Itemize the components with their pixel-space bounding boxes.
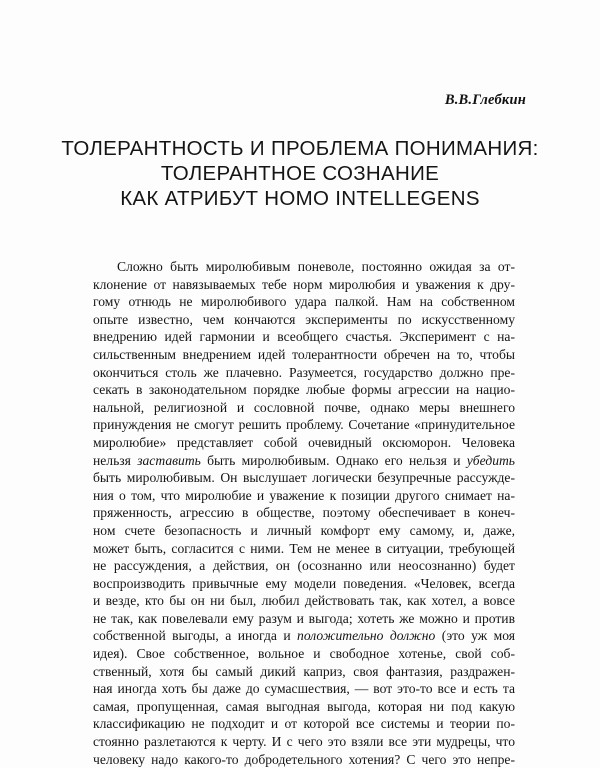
body-line: нальной, религиозной и сословной почве, однако меры внешнего	[93, 399, 515, 415]
body-line: ном счете безопасность и личный комфорт ему самому, и, даже,	[93, 522, 515, 538]
article-body	[93, 258, 515, 768]
body-line: и везде, кто бы он ни был, любил действовать так, как хотел, а вовсе	[93, 593, 515, 609]
title-line-3: КАК АТРИБУТ HOMO INTELLEGENS	[120, 187, 480, 210]
body-line: клонение от навязываемых тебе норм миролюбия и уважения к дру-	[93, 276, 515, 292]
body-line: классификацию не подходит и от которой все системы и теории по-	[93, 716, 515, 732]
body-line: ственный, хотя бы самый дикий каприз, своя фантазия, раздражен-	[93, 663, 515, 679]
author-name: В.В.Глебкин	[444, 92, 526, 108]
body-line: гому отнюдь не миролюбивого удара палкой. Нам на собственном	[93, 294, 515, 310]
body-line: ная иногда хоть бы даже до сумасшествия, — вот это-то все и есть та	[93, 681, 515, 697]
body-line: может быть, согласится с ними. Тем не менее в ситуации, требующей	[93, 540, 515, 556]
body-line: самая, пропущенная, самая выгодная выгода, которая ни под какую	[93, 698, 515, 714]
body-line: не рассуждения, а действия, он (осознанно или неосознанно) будет	[93, 558, 515, 574]
body-line: человеку надо какого-то добродетельного хотения? С чего это непре-	[93, 751, 515, 767]
body-line: опыте известно, чем кончаются эксперименты по искусственному	[93, 311, 515, 327]
body-line: не так, как повелевали ему разум и выгода; хотеть же можно и против	[93, 610, 515, 626]
emphasis-text: убедить	[466, 452, 515, 468]
body-line: стоянно разлетаются к черту. И с чего это взяли все эти мудрецы, что	[93, 734, 515, 750]
body-line: ния о том, что миролюбие и уважение к позиции другого снимает на-	[93, 487, 515, 503]
emphasis-text: положительно должно	[297, 628, 436, 644]
body-line: нельзя заставить быть миролюбивым. Однако его нельзя и убедить	[93, 452, 515, 468]
body-line: пряженность, агрессию в обществе, поэтому обеспечивает в конеч-	[93, 505, 515, 521]
body-line: Сложно быть миролюбивым поневоле, постоянно ожидая за от-	[117, 259, 515, 274]
body-line: секать в законодательном порядке любые формы агрессии на нацио-	[93, 382, 515, 398]
emphasis-text: заставить	[137, 452, 201, 468]
body-line: воспроизводить привычные ему модели поведения. «Человек, всегда	[93, 575, 515, 591]
body-line: внедрению идей гармонии и всеобщего счастья. Эксперимент с на-	[93, 329, 515, 345]
body-line: сильственным внедрением идей толерантности обречен на то, чтобы	[93, 346, 515, 362]
body-line: идея). Свое собственное, вольное и свободное хотенье, свой соб-	[93, 646, 515, 662]
body-line: окончиться столь же плачевно. Разумеется, государство должно пре-	[93, 364, 515, 380]
title-line-2: ТОЛЕРАНТНОЕ СОЗНАНИЕ	[160, 162, 440, 185]
body-line: собственной выгоды, а иногда и положительно должно (это уж моя	[93, 628, 515, 644]
body-line: миролюбие» представляет собой очевидный оксюморон. Человека	[93, 434, 515, 450]
body-line: быть миролюбивым. Он выслушает логически безупречные рассужде-	[93, 470, 515, 486]
body-line: принуждения не смогут решить проблему. Сочетание «принудительное	[93, 417, 515, 433]
article-title	[0, 136, 600, 211]
title-line-1: ТОЛЕРАНТНОСТЬ И ПРОБЛЕМА ПОНИМАНИЯ:	[61, 137, 539, 160]
